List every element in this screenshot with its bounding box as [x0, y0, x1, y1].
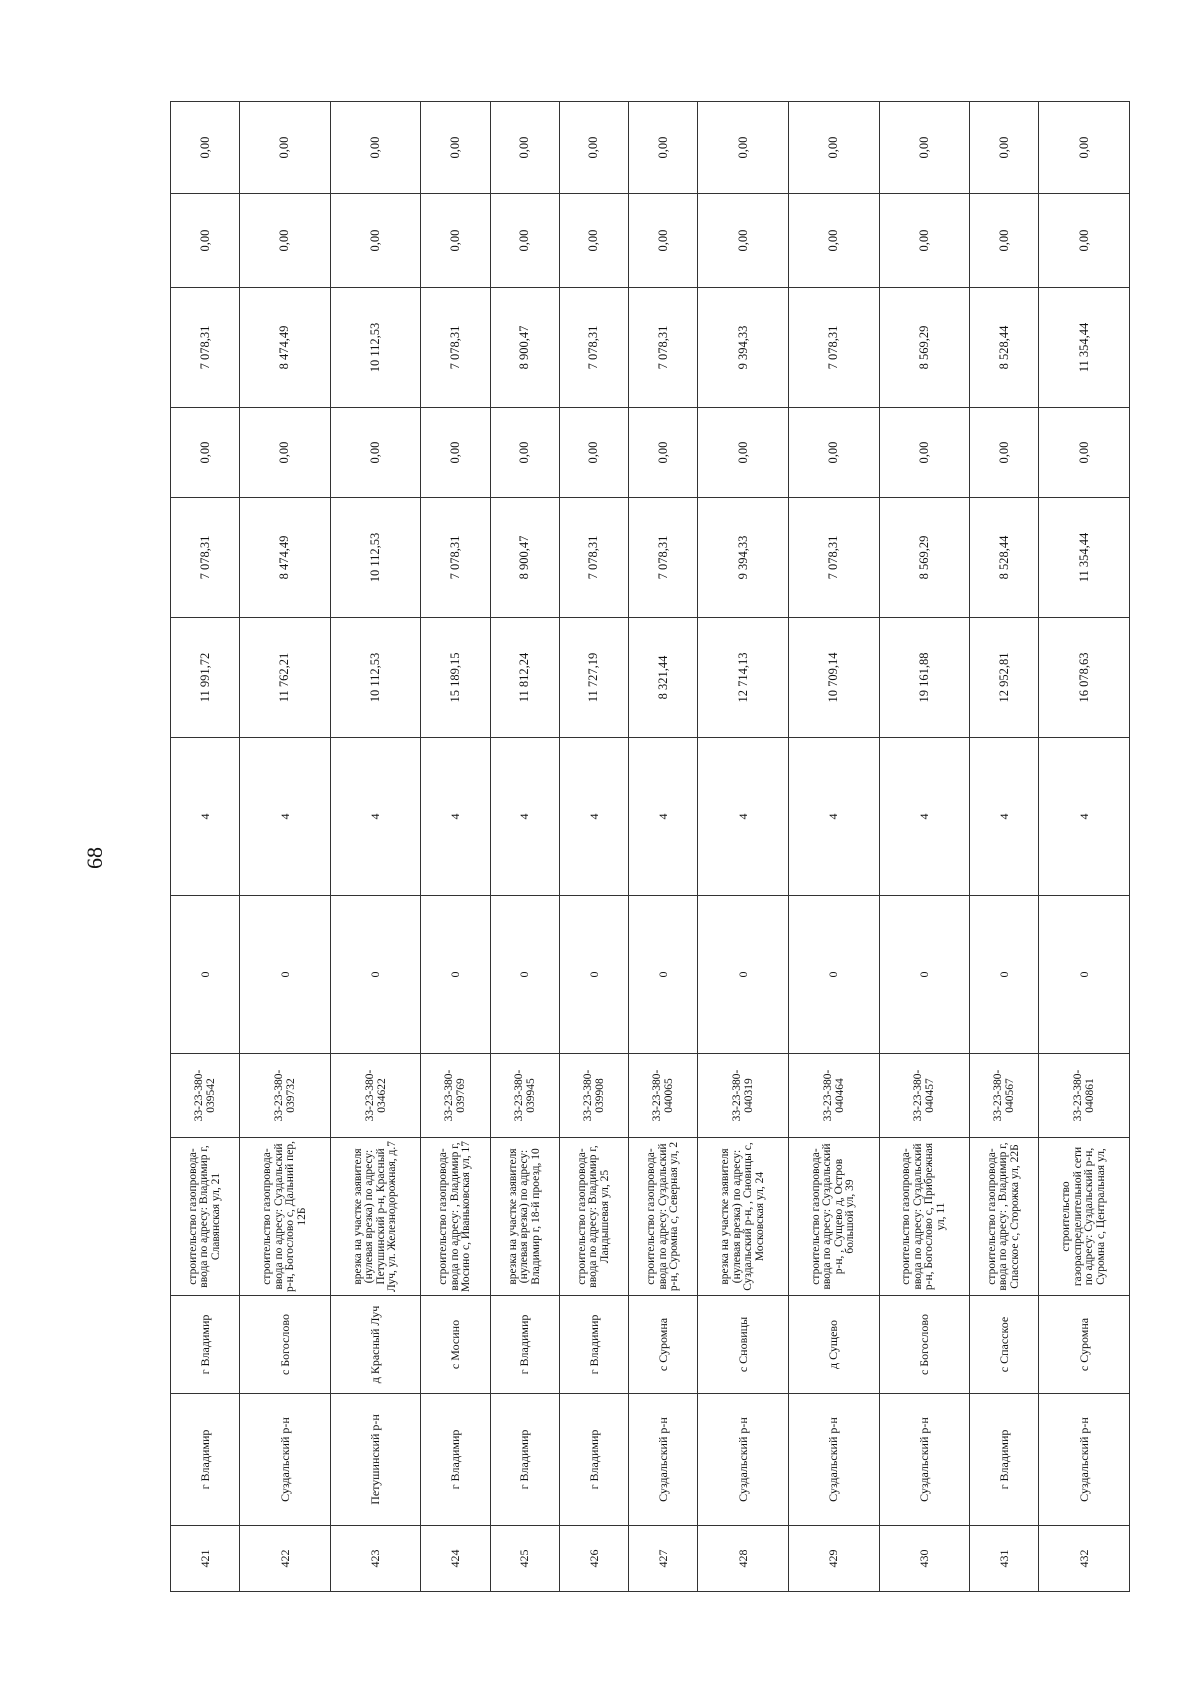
value-cell-13: 0,00 — [698, 102, 789, 194]
value-cell-11: 7 078,31 — [629, 288, 698, 408]
value-cell-10: 0,00 — [879, 408, 970, 498]
row-number: 425 — [490, 1526, 559, 1592]
value-cell-13: 0,00 — [1039, 102, 1130, 194]
row-number: 427 — [629, 1526, 698, 1592]
value-cell-13: 0,00 — [970, 102, 1039, 194]
value-cell-11: 7 078,31 — [421, 288, 490, 408]
value-cell-11: 10 112,53 — [330, 288, 421, 408]
value-cell-9: 8 569,29 — [879, 498, 970, 618]
value-cell-10: 0,00 — [559, 408, 628, 498]
value-cell-13: 0,00 — [490, 102, 559, 194]
value-cell-9: 7 078,31 — [171, 498, 240, 618]
value-cell-8: 16 078,63 — [1039, 618, 1130, 738]
locality-cell: г Владимир — [559, 1296, 628, 1394]
value-cell-12: 0,00 — [789, 194, 880, 288]
description-cell: строительство газопровода-ввода по адресу: Суздальский р-н, , Сущево д, Остров большой ул, 39 — [789, 1138, 880, 1296]
locality-cell: с Богослово — [879, 1296, 970, 1394]
value-cell-6: 0 — [879, 896, 970, 1054]
code-cell: 33-23-380-040464 — [789, 1054, 880, 1138]
table-row — [970, 102, 1039, 1592]
value-cell-7: 4 — [970, 738, 1039, 896]
locality-cell: с Сновицы — [698, 1296, 789, 1394]
code-cell: 33-23-380-040567 — [970, 1054, 1039, 1138]
value-cell-11: 11 354,44 — [1039, 288, 1130, 408]
value-cell-12: 0,00 — [698, 194, 789, 288]
rotated-table-wrapper — [170, 102, 1130, 1592]
row-number: 424 — [421, 1526, 490, 1592]
district-cell: г Владимир — [171, 1394, 240, 1526]
page-number: 68 — [82, 847, 107, 869]
district-cell: г Владимир — [559, 1394, 628, 1526]
value-cell-8: 12 952,81 — [970, 618, 1039, 738]
value-cell-9: 7 078,31 — [559, 498, 628, 618]
value-cell-13: 0,00 — [879, 102, 970, 194]
value-cell-6: 0 — [490, 896, 559, 1054]
value-cell-6: 0 — [789, 896, 880, 1054]
value-cell-9: 7 078,31 — [421, 498, 490, 618]
locality-cell: с Богослово — [240, 1296, 331, 1394]
code-cell: 33-23-380-040065 — [629, 1054, 698, 1138]
district-cell: Петушинский р-н — [330, 1394, 421, 1526]
row-number: 431 — [970, 1526, 1039, 1592]
locality-cell: с Спасское — [970, 1296, 1039, 1394]
table-row — [698, 102, 789, 1592]
value-cell-8: 11 762,21 — [240, 618, 331, 738]
district-cell: Суздальский р-н — [1039, 1394, 1130, 1526]
table-row — [629, 102, 698, 1592]
data-table — [170, 101, 1130, 1592]
value-cell-8: 11 727,19 — [559, 618, 628, 738]
value-cell-10: 0,00 — [970, 408, 1039, 498]
code-cell: 33-23-380-039945 — [490, 1054, 559, 1138]
value-cell-7: 4 — [559, 738, 628, 896]
locality-cell: с Мосино — [421, 1296, 490, 1394]
table-row — [789, 102, 880, 1592]
description-cell: строительство газопровода-ввода по адресу: Суздальский р-н, Суромна с, Северная ул, 2 — [629, 1138, 698, 1296]
value-cell-8: 11 812,24 — [490, 618, 559, 738]
description-cell: строительство газопровода-ввода по адресу: Владимир г, Славянская ул, 21 — [171, 1138, 240, 1296]
value-cell-6: 0 — [629, 896, 698, 1054]
table-row — [490, 102, 559, 1592]
value-cell-11: 8 474,49 — [240, 288, 331, 408]
value-cell-10: 0,00 — [330, 408, 421, 498]
value-cell-10: 0,00 — [490, 408, 559, 498]
value-cell-12: 0,00 — [970, 194, 1039, 288]
value-cell-11: 9 394,33 — [698, 288, 789, 408]
row-number: 421 — [171, 1526, 240, 1592]
value-cell-13: 0,00 — [240, 102, 331, 194]
value-cell-9: 11 354,44 — [1039, 498, 1130, 618]
table-row — [240, 102, 331, 1592]
code-cell: 33-23-380-039732 — [240, 1054, 331, 1138]
value-cell-8: 12 714,13 — [698, 618, 789, 738]
code-cell: 33-23-380-040457 — [879, 1054, 970, 1138]
value-cell-12: 0,00 — [629, 194, 698, 288]
value-cell-13: 0,00 — [330, 102, 421, 194]
description-cell: строительство газопровода-ввода по адресу: , Владимир г, Спасское с, Сторожка ул, 22Б — [970, 1138, 1039, 1296]
value-cell-13: 0,00 — [421, 102, 490, 194]
row-number: 430 — [879, 1526, 970, 1592]
district-cell: Суздальский р-н — [240, 1394, 331, 1526]
code-cell: 33-23-380-040861 — [1039, 1054, 1130, 1138]
value-cell-12: 0,00 — [490, 194, 559, 288]
table-row — [171, 102, 240, 1592]
value-cell-10: 0,00 — [698, 408, 789, 498]
table-row — [330, 102, 421, 1592]
table-row — [879, 102, 970, 1592]
value-cell-7: 4 — [421, 738, 490, 896]
value-cell-13: 0,00 — [559, 102, 628, 194]
value-cell-12: 0,00 — [330, 194, 421, 288]
code-cell: 33-23-380-040319 — [698, 1054, 789, 1138]
value-cell-7: 4 — [240, 738, 331, 896]
value-cell-7: 4 — [490, 738, 559, 896]
value-cell-12: 0,00 — [1039, 194, 1130, 288]
locality-cell: с Суромна — [1039, 1296, 1130, 1394]
value-cell-8: 15 189,15 — [421, 618, 490, 738]
value-cell-6: 0 — [171, 896, 240, 1054]
locality-cell: г Владимир — [490, 1296, 559, 1394]
value-cell-11: 8 900,47 — [490, 288, 559, 408]
value-cell-6: 0 — [330, 896, 421, 1054]
row-number: 428 — [698, 1526, 789, 1592]
value-cell-10: 0,00 — [171, 408, 240, 498]
locality-cell: г Владимир — [171, 1296, 240, 1394]
code-cell: 33-23-380-039908 — [559, 1054, 628, 1138]
value-cell-12: 0,00 — [171, 194, 240, 288]
value-cell-8: 8 321,44 — [629, 618, 698, 738]
value-cell-6: 0 — [698, 896, 789, 1054]
row-number: 429 — [789, 1526, 880, 1592]
description-cell: строительство газопровода-ввода по адресу: Суздальский р-н, Богослово с, Прибрежная ул, 11 — [879, 1138, 970, 1296]
value-cell-11: 8 528,44 — [970, 288, 1039, 408]
locality-cell: с Суромна — [629, 1296, 698, 1394]
value-cell-10: 0,00 — [421, 408, 490, 498]
value-cell-12: 0,00 — [240, 194, 331, 288]
value-cell-9: 10 112,53 — [330, 498, 421, 618]
value-cell-9: 8 474,49 — [240, 498, 331, 618]
value-cell-8: 10 709,14 — [789, 618, 880, 738]
table-row — [559, 102, 628, 1592]
value-cell-7: 4 — [171, 738, 240, 896]
district-cell: г Владимир — [490, 1394, 559, 1526]
code-cell: 33-23-380-039542 — [171, 1054, 240, 1138]
description-cell: строительство газораспределительной сети по адресу: Суздальский р-н, Суромна с, Центральная ул, — [1039, 1138, 1130, 1296]
value-cell-10: 0,00 — [789, 408, 880, 498]
value-cell-9: 7 078,31 — [789, 498, 880, 618]
table-row — [421, 102, 490, 1592]
description-cell: строительство газопровода-ввода по адресу: , Владимир г, Мосино с, Иваньковская ул, 17 — [421, 1138, 490, 1296]
value-cell-12: 0,00 — [879, 194, 970, 288]
district-cell: г Владимир — [970, 1394, 1039, 1526]
value-cell-8: 10 112,53 — [330, 618, 421, 738]
value-cell-10: 0,00 — [1039, 408, 1130, 498]
value-cell-9: 9 394,33 — [698, 498, 789, 618]
value-cell-7: 4 — [789, 738, 880, 896]
value-cell-13: 0,00 — [629, 102, 698, 194]
value-cell-13: 0,00 — [789, 102, 880, 194]
description-cell: строительство газопровода-ввода по адресу: Суздальский р-н, Богослово с, Дальний пер, 12Б — [240, 1138, 331, 1296]
value-cell-10: 0,00 — [629, 408, 698, 498]
value-cell-9: 8 528,44 — [970, 498, 1039, 618]
code-cell: 33-23-380-039769 — [421, 1054, 490, 1138]
value-cell-6: 0 — [559, 896, 628, 1054]
description-cell: врезка на участке заявителя (нулевая врезка) по адресу: Владимир г, 18-й проезд, 10 — [490, 1138, 559, 1296]
value-cell-9: 7 078,31 — [629, 498, 698, 618]
district-cell: Суздальский р-н — [629, 1394, 698, 1526]
value-cell-6: 0 — [421, 896, 490, 1054]
locality-cell: д Сущево — [789, 1296, 880, 1394]
value-cell-6: 0 — [970, 896, 1039, 1054]
value-cell-6: 0 — [1039, 896, 1130, 1054]
value-cell-11: 7 078,31 — [559, 288, 628, 408]
district-cell: Суздальский р-н — [879, 1394, 970, 1526]
value-cell-7: 4 — [698, 738, 789, 896]
code-cell: 33-23-380-034622 — [330, 1054, 421, 1138]
description-cell: врезка на участке заявителя (нулевая врезка) по адресу: Петушинский р-н, Красный Луч, ул. Железнодорожная, д.7 — [330, 1138, 421, 1296]
value-cell-6: 0 — [240, 896, 331, 1054]
value-cell-11: 8 569,29 — [879, 288, 970, 408]
value-cell-7: 4 — [879, 738, 970, 896]
row-number: 432 — [1039, 1526, 1130, 1592]
value-cell-8: 11 991,72 — [171, 618, 240, 738]
district-cell: Суздальский р-н — [789, 1394, 880, 1526]
district-cell: г Владимир — [421, 1394, 490, 1526]
value-cell-13: 0,00 — [171, 102, 240, 194]
value-cell-10: 0,00 — [240, 408, 331, 498]
value-cell-7: 4 — [330, 738, 421, 896]
locality-cell: д Красный Луч — [330, 1296, 421, 1394]
value-cell-9: 8 900,47 — [490, 498, 559, 618]
district-cell: Суздальский р-н — [698, 1394, 789, 1526]
value-cell-11: 7 078,31 — [171, 288, 240, 408]
value-cell-12: 0,00 — [421, 194, 490, 288]
value-cell-8: 19 161,88 — [879, 618, 970, 738]
row-number: 426 — [559, 1526, 628, 1592]
row-number: 422 — [240, 1526, 331, 1592]
description-cell: врезка на участке заявителя (нулевая врезка) по адресу: Суздальский р-н, , Сновицы с, Московская ул, 24 — [698, 1138, 789, 1296]
value-cell-7: 4 — [629, 738, 698, 896]
row-number: 423 — [330, 1526, 421, 1592]
table-row — [1039, 102, 1130, 1592]
description-cell: строительство газопровода-ввода по адресу: Владимир г, Ландышевая ул, 25 — [559, 1138, 628, 1296]
value-cell-7: 4 — [1039, 738, 1130, 896]
value-cell-11: 7 078,31 — [789, 288, 880, 408]
value-cell-12: 0,00 — [559, 194, 628, 288]
